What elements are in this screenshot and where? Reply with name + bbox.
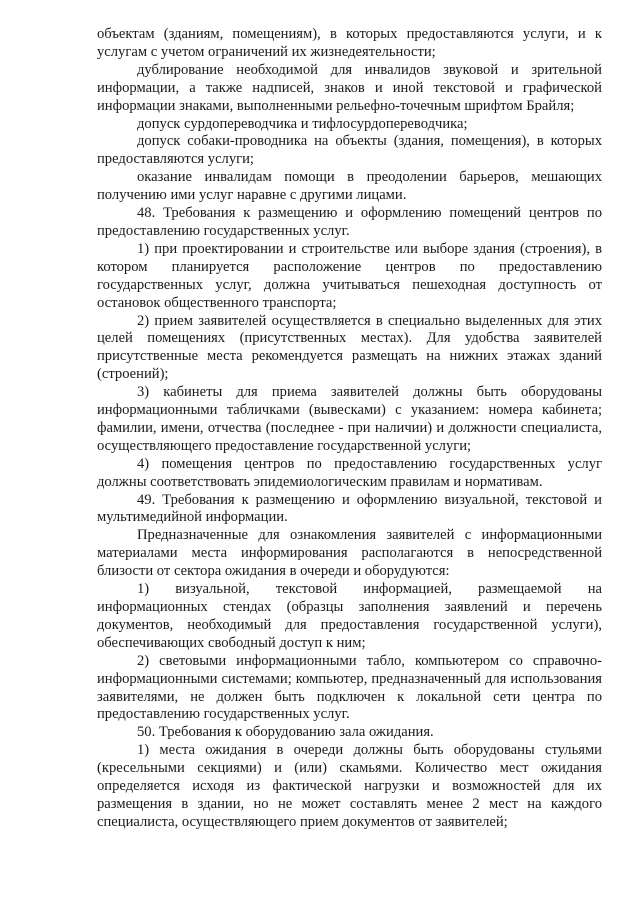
- section-49-item-2: 2) световыми информационными табло, компьютером со справочно-информационными системами; компьютер, предназначенный для использования заявителями, не должен быть подключен к локальной сети центра по предоставлению государственных услуг.: [97, 652, 602, 723]
- paragraph-sign-interpreter: допуск сурдопереводчика и тифлосурдопереводчика;: [137, 115, 468, 132]
- section-48-item-3: 3) кабинеты для приема заявителей должны быть оборудованы информационными табличками (вывесками) с указанием: номера кабинета; фамилии, имени, отчества (последнее - при наличии) и должности специалиста, осуществляющего предоставление государственной услуги;: [97, 384, 602, 454]
- section-48-item-4: 4) помещения центров по предоставлению государственных услуг должны соответствовать эпидемиологическим правилам и нормативам.: [97, 455, 602, 490]
- paragraph-braille-duplication: дублирование необходимой для инвалидов звуковой и зрительной информации, а также надписей, знаков и иной текстовой и графической информации знаками, выполненными рельефно-точечным шрифтом Брайля;: [97, 61, 602, 114]
- section-48-heading: 48. Требования к размещению и оформлению помещений центров по предоставлению государственных услуг.: [97, 205, 602, 239]
- paragraph-continuation: объектам (зданиям, помещениям), в которых предоставляются услуги, и к услугам с учетом ограничений их жизнедеятельности;: [97, 26, 602, 60]
- document-body: [97, 26, 602, 832]
- section-50-item-1: 1) места ожидания в очереди должны быть оборудованы стульями (кресельными секциями) и (или) скамьями. Количество мест ожидания определяется исходя из фактической нагрузки и возможностей для их размещения в здании, но не может составлять менее 2 мест на каждого специалиста, осуществляющего прием документов от заявителей;: [97, 742, 602, 830]
- section-49-intro: Предназначенные для ознакомления заявителей с информационными материалами места информирования располагаются в непосредственной близости от сектора ожидания в очереди и оборудуются:: [97, 527, 602, 580]
- section-49-item-1: 1) визуальной, текстовой информацией, размещаемой на информационных стендах (образцы заполнения заявлений и перечень документов, необходимый для предоставления государственной услуги), обеспечивающих свободный доступ к ним;: [97, 581, 602, 651]
- paragraph-barrier-assistance: оказание инвалидам помощи в преодолении барьеров, мешающих получению ими услуг наравне с другими лицами.: [97, 169, 602, 204]
- section-48-item-1: 1) при проектировании и строительстве или выборе здания (строения), в котором планируется расположение центров по предоставлению государственных услуг, должна учитываться пешеходная доступность от остановок общественного транспорта;: [97, 240, 602, 311]
- section-49-heading: 49. Требования к размещению и оформлению визуальной, текстовой и мультимедийной информации.: [97, 491, 602, 526]
- paragraph-guide-dog: допуск собаки-проводника на объекты (здания, помещения), в которых предоставляются услуги;: [97, 133, 602, 168]
- section-48-item-2: 2) прием заявителей осуществляется в специально выделенных для этих целей помещениях (присутственных местах). Для удобства заявителей присутственные места рекомендуется размещать на нижних этажах зданий (строений);: [97, 312, 602, 383]
- section-50-heading: 50. Требования к оборудованию зала ожидания.: [137, 724, 434, 741]
